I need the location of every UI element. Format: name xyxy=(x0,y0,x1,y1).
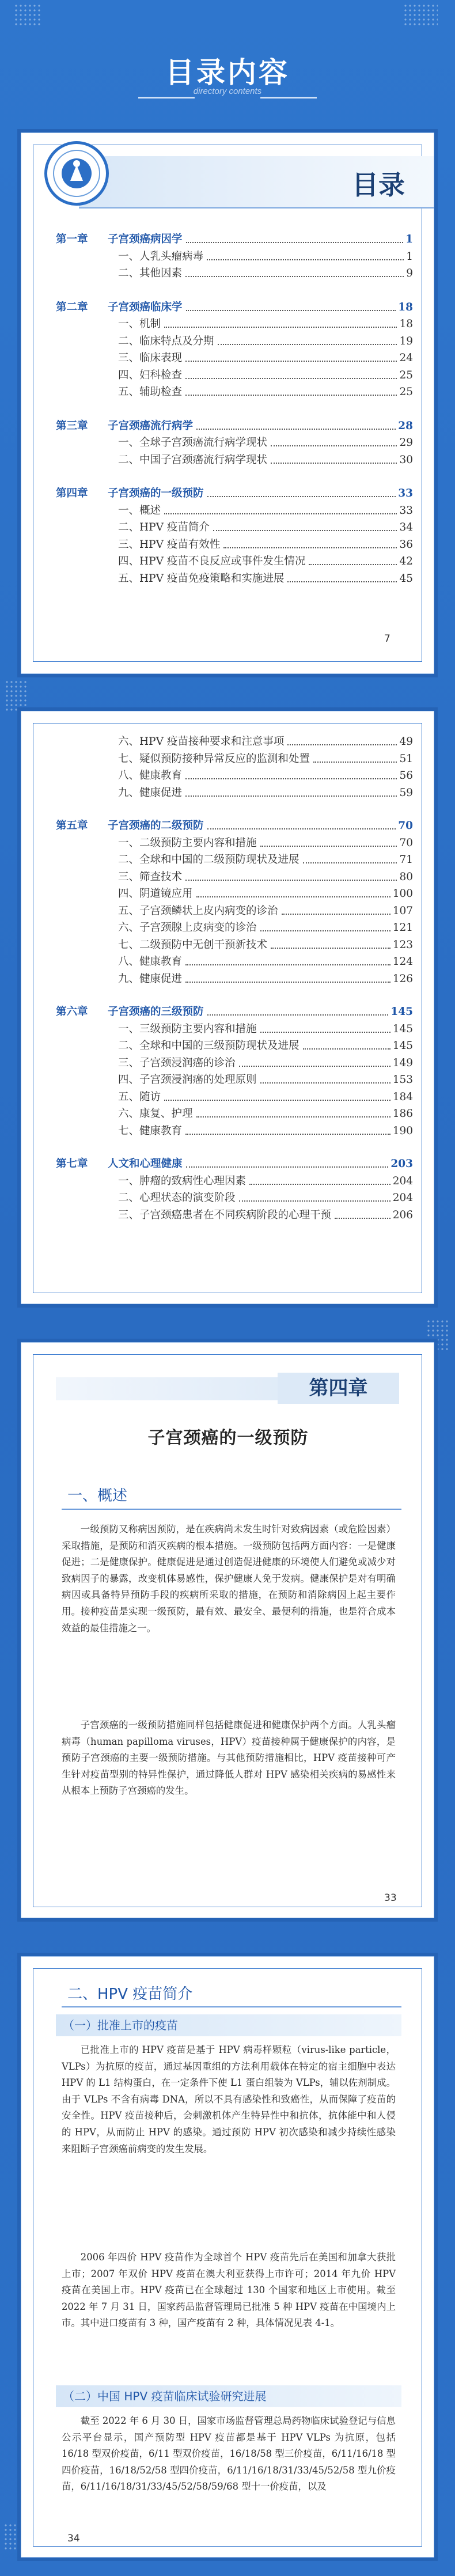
toc-chapter-row[interactable] xyxy=(56,300,413,315)
paragraph: 截至 2022 年 6 月 30 日，国家市场监督管理总局药物临床试验登记与信息公示平台显示，国产预防型 HPV 疫苗都是基于 HPV VLPs 为抗原，包括 16/18 型双价疫苗，6/11 型双价疫苗，16/18/58 型三价疫苗，6/11/16/18 型四价疫苗，16/18/52/58 型四价疫苗，6/11/16/18/31/33/45/52/58 型九价疫苗，6/11/16/18/31/33/45/52/58/59/68 型十一价疫苗，以及 xyxy=(62,2415,396,2492)
toc-page-number: 186 xyxy=(392,1108,413,1120)
toc-entry-title: 一、机制 xyxy=(118,318,161,330)
toc-entry-title: 四、妇科检查 xyxy=(118,369,183,381)
toc-leader-dots xyxy=(186,1166,388,1168)
toc-leader-dots xyxy=(303,862,397,863)
toc-page-number: 29 xyxy=(399,437,413,449)
toc-header-line xyxy=(79,207,434,209)
toc-entry-title: 三、临床表现 xyxy=(118,352,183,364)
toc-leader-dots xyxy=(271,948,390,949)
toc-page-number: 153 xyxy=(392,1074,413,1086)
toc-entry-row[interactable] xyxy=(118,266,413,281)
toc-page-number: 18 xyxy=(399,318,413,330)
toc-leader-dots xyxy=(185,276,404,277)
toc-page-number: 123 xyxy=(392,938,413,951)
toc-chapter-row[interactable] xyxy=(56,819,413,834)
toc-chapter-row[interactable] xyxy=(56,1005,413,1020)
toc-title: 目录 xyxy=(352,169,405,200)
toc-page-number: 24 xyxy=(399,352,413,364)
toc-page-number: 25 xyxy=(399,386,413,398)
subsection-heading: （一）批准上市的疫苗 xyxy=(56,2014,401,2036)
toc-chapter-number: 第七章 xyxy=(56,1158,88,1170)
toc-leader-dots xyxy=(185,982,390,983)
toc-chapter-title: 子宫颈癌病因学 xyxy=(108,233,183,245)
toc-page-number: 145 xyxy=(390,1006,413,1018)
toc-entry-title: 三、子宫颈浸润癌的诊治 xyxy=(118,1056,236,1069)
toc-page-number: 45 xyxy=(399,572,413,585)
toc-leader-dots xyxy=(196,1116,390,1117)
toc-entry-title: 四、HPV 疫苗不良反应或事件发生情况 xyxy=(118,555,306,567)
toc-leader-dots xyxy=(271,463,397,464)
toc-entry-row[interactable] xyxy=(118,334,413,349)
header-divider-left xyxy=(138,97,195,99)
toc-entry-title: 五、子宫颈鳞状上皮内病变的诊治 xyxy=(118,904,278,917)
toc-page-number: 51 xyxy=(399,752,413,765)
toc-entry-title: 七、健康教育 xyxy=(118,1124,183,1137)
toc-leader-dots xyxy=(313,762,397,763)
paragraph: 子宫颈癌的一级预防措施同样包括健康促进和健康保护两个方面。人乳头瘤病毒（human papilloma viruses，HPV）疫苗接种属于健康保护的内容，是预防子宫颈癌的主要一级预防措施。与其他预防措施相比，HPV 疫苗接种可产生针对疫苗型别的特异性保护，通过降低人群对 HPV 感染相关疾病的易感性来从根本上预防子宫颈癌的发生。 xyxy=(62,1719,396,1797)
toc-entry-row[interactable] xyxy=(118,368,413,383)
header-divider-right xyxy=(260,97,317,99)
toc-entry-title: 四、子宫颈浸润癌的处理原则 xyxy=(118,1074,257,1086)
toc-entry-title: 一、概述 xyxy=(118,504,161,517)
dot-pattern xyxy=(403,3,438,26)
toc-entry-row[interactable] xyxy=(118,1056,413,1071)
toc-page-number: 33 xyxy=(398,487,413,499)
header-title: 目录内容 xyxy=(165,56,290,89)
section-card xyxy=(21,1956,434,2558)
toc-entry-row[interactable] xyxy=(118,249,413,264)
toc-entry-title: 九、健康促进 xyxy=(118,786,183,799)
toc-entry-title: 六、康复、护理 xyxy=(118,1108,193,1120)
toc-entry-row[interactable] xyxy=(118,870,413,885)
toc-entry-title: 五、随访 xyxy=(118,1090,161,1103)
toc-page-number: 70 xyxy=(398,820,413,832)
toc-chapter-number: 第四章 xyxy=(56,487,88,499)
section-title: 二、HPV 疫苗简介 xyxy=(67,1986,193,2003)
toc-leader-dots xyxy=(207,496,396,497)
toc-leader-dots xyxy=(218,344,397,345)
emblem-icon xyxy=(44,141,109,206)
toc-entry-row[interactable] xyxy=(118,1208,413,1223)
toc-chapter-title: 子宫颈癌的三级预防 xyxy=(108,1006,204,1018)
toc-leader-dots xyxy=(303,1048,390,1050)
toc-page-number: 56 xyxy=(399,770,413,782)
toc-entry-title: 三、筛查技术 xyxy=(118,870,183,883)
toc-entry-row[interactable] xyxy=(118,904,413,919)
toc-entry-title: 二、全球和中国的三级预防现状及进展 xyxy=(118,1040,299,1052)
toc-chapter-title: 子宫颈癌的一级预防 xyxy=(108,487,204,499)
toc-page-number: 126 xyxy=(392,972,413,985)
toc-leader-dots xyxy=(335,1218,390,1219)
toc-entry-row[interactable] xyxy=(118,734,413,749)
toc-page-number: 190 xyxy=(392,1124,413,1137)
toc-entry-row[interactable] xyxy=(118,1174,413,1189)
toc-entry-row[interactable] xyxy=(118,1073,413,1088)
toc-entry-row[interactable] xyxy=(118,351,413,366)
toc-entry-row[interactable] xyxy=(118,786,413,801)
chapter-badge: 第四章 xyxy=(278,1373,399,1404)
toc-page-number: 42 xyxy=(399,555,413,567)
toc-entry-title: 八、健康教育 xyxy=(118,770,183,782)
toc-page-number: 28 xyxy=(398,419,413,432)
toc-entry-row[interactable] xyxy=(118,938,413,953)
toc-entry-row[interactable] xyxy=(118,385,413,400)
toc-chapter-row[interactable] xyxy=(56,1157,413,1172)
page-number: 7 xyxy=(384,633,390,645)
toc-entry-title: 二、全球和中国的二级预防现状及进展 xyxy=(118,854,299,866)
toc-leader-dots xyxy=(185,395,397,396)
toc-chapter-title: 人文和心理健康 xyxy=(108,1158,183,1170)
toc-page-number: 145 xyxy=(392,1040,413,1052)
toc-leader-dots xyxy=(185,880,397,881)
toc-entry-row[interactable] xyxy=(118,453,413,468)
toc-entry-title: 二、心理状态的演变阶段 xyxy=(118,1192,236,1204)
toc-page-number: 36 xyxy=(399,538,413,551)
toc-leader-dots xyxy=(164,1100,390,1101)
toc-chapter-row[interactable] xyxy=(56,419,413,434)
toc-entry-title: 七、疑似预防接种异常反应的监测和处置 xyxy=(118,752,310,765)
section-title: 一、概述 xyxy=(67,1487,128,1505)
toc-leader-dots xyxy=(196,429,396,430)
toc-entry-row[interactable] xyxy=(118,836,413,851)
toc-chapter-number: 第三章 xyxy=(56,419,88,432)
toc-page-number: 1 xyxy=(406,250,413,263)
toc-entry-row[interactable] xyxy=(118,1022,413,1037)
toc-entry-row[interactable] xyxy=(118,554,413,569)
toc-entry-title: 一、三级预防主要内容和措施 xyxy=(118,1022,257,1035)
toc-chapter-number: 第二章 xyxy=(56,301,88,313)
toc-leader-dots xyxy=(196,896,390,897)
toc-entry-row[interactable] xyxy=(118,571,413,586)
toc-page-number: 18 xyxy=(398,301,413,313)
toc-leader-dots xyxy=(271,445,397,446)
toc-entry-title: 三、HPV 疫苗有效性 xyxy=(118,538,221,551)
toc-page-number: 71 xyxy=(399,854,413,866)
toc-entry-title: 六、子宫颈腺上皮病变的诊治 xyxy=(118,922,257,934)
toc-entry-row[interactable] xyxy=(118,887,413,901)
toc-entry-row[interactable] xyxy=(118,1090,413,1105)
toc-page-number: 206 xyxy=(392,1209,413,1221)
toc-leader-dots xyxy=(260,1082,390,1084)
toc-page-number: 59 xyxy=(399,786,413,799)
toc-entry-title: 二、中国子宫颈癌流行病学现状 xyxy=(118,453,268,466)
toc-entry-row[interactable] xyxy=(118,920,413,935)
toc-entry-row[interactable] xyxy=(118,752,413,767)
toc-leader-dots xyxy=(185,778,397,779)
toc-entry-title: 一、肿瘤的致病性心理因素 xyxy=(118,1175,247,1187)
toc-entry-title: 五、HPV 疫苗免疫策略和实施进展 xyxy=(118,572,285,585)
toc-leader-dots xyxy=(185,964,390,965)
toc-entry-title: 六、HPV 疫苗接种要求和注意事项 xyxy=(118,736,285,748)
toc-entry-row[interactable] xyxy=(118,1107,413,1122)
toc-leader-dots xyxy=(260,930,390,931)
toc-entry-title: 七、二级预防中无创干预新技术 xyxy=(118,938,268,951)
toc-page-number: 30 xyxy=(399,453,413,466)
toc-leader-dots xyxy=(223,547,397,548)
toc-leader-dots xyxy=(260,846,397,847)
toc-chapter-number: 第五章 xyxy=(56,820,88,832)
toc-entry-row[interactable] xyxy=(118,520,413,535)
toc-entry-row[interactable] xyxy=(118,1039,413,1054)
toc-page-number: 107 xyxy=(392,904,413,917)
toc-page-number: 204 xyxy=(392,1175,413,1187)
toc-page-number: 204 xyxy=(392,1192,413,1204)
toc-entry-row[interactable] xyxy=(118,537,413,552)
toc-leader-dots xyxy=(213,530,397,531)
toc-page-number: 80 xyxy=(399,870,413,883)
toc-entry-row[interactable] xyxy=(118,503,413,518)
section-underline xyxy=(62,2006,401,2007)
toc-page-number: 149 xyxy=(392,1056,413,1069)
toc-chapter-number: 第六章 xyxy=(56,1006,88,1018)
toc-card-continued xyxy=(21,711,434,1304)
toc-leader-dots xyxy=(185,1134,390,1135)
toc-leader-dots xyxy=(185,378,397,379)
dot-pattern xyxy=(5,680,28,712)
toc-entry-title: 一、人乳头瘤病毒 xyxy=(118,250,204,263)
toc-page-number: 9 xyxy=(406,267,413,279)
toc-leader-dots xyxy=(186,310,396,311)
toc-entry-row[interactable] xyxy=(118,972,413,987)
toc-page-number: 100 xyxy=(392,888,413,900)
toc-entry-title: 五、辅助检查 xyxy=(118,386,183,398)
toc-page-number: 33 xyxy=(399,504,413,517)
toc-leader-dots xyxy=(260,1032,390,1033)
toc-leader-dots xyxy=(287,744,397,745)
toc-page-number: 19 xyxy=(399,335,413,347)
header-subtitle: directory contents xyxy=(193,86,262,96)
toc-leader-dots xyxy=(207,828,396,829)
toc-page-number: 70 xyxy=(399,836,413,849)
toc-chapter-number: 第一章 xyxy=(56,233,88,245)
toc-entry-row[interactable] xyxy=(118,954,413,969)
toc-leader-dots xyxy=(239,1066,390,1067)
toc-entry-title: 三、子宫颈癌患者在不同疾病阶段的心理干预 xyxy=(118,1209,332,1221)
toc-page-number: 124 xyxy=(392,956,413,968)
toc-entry-row[interactable] xyxy=(118,1191,413,1206)
toc-leader-dots xyxy=(185,795,397,797)
section-underline xyxy=(62,1509,401,1510)
toc-page-number: 49 xyxy=(399,736,413,748)
chapter-card xyxy=(21,1342,434,1918)
toc-entry-title: 二、其他因素 xyxy=(118,267,183,279)
toc-leader-dots xyxy=(164,513,397,514)
toc-leader-dots xyxy=(164,327,397,328)
chapter-title: 子宫颈癌的一级预防 xyxy=(147,1428,309,1448)
toc-header-band xyxy=(79,156,434,208)
toc-page-number: 145 xyxy=(392,1022,413,1035)
toc-chapter-row[interactable] xyxy=(56,486,413,501)
toc-page-number: 34 xyxy=(399,521,413,533)
toc-chapter-title: 子宫颈癌的二级预防 xyxy=(108,820,204,832)
toc-leader-dots xyxy=(207,1014,388,1016)
toc-page-number: 121 xyxy=(392,922,413,934)
toc-chapter-title: 子宫颈癌临床学 xyxy=(108,301,183,313)
dot-pattern xyxy=(14,3,41,26)
toc-entry-row[interactable] xyxy=(118,853,413,867)
toc-page-number: 1 xyxy=(405,233,413,245)
toc-leader-dots xyxy=(239,1200,390,1202)
toc-leader-dots xyxy=(249,1184,390,1185)
toc-leader-dots xyxy=(185,361,397,362)
subsection-heading: （二）中国 HPV 疫苗临床试验研究进展 xyxy=(56,2385,401,2407)
toc-entry-title: 二、HPV 疫苗简介 xyxy=(118,521,210,533)
toc-leader-dots xyxy=(309,564,397,565)
toc-entry-title: 四、阴道镜应用 xyxy=(118,888,193,900)
toc-leader-dots xyxy=(207,259,404,260)
paragraph: 已批准上市的 HPV 疫苗是基于 HPV 病毒样颗粒（virus-like particle，VLPs）为抗原的疫苗，通过基因重组的方法利用载体在特定的宿主细胞中表达 HPV 的 L1 结构蛋白，在一定条件下使 L1 蛋白组装为 VLPs，辅以佐剂制成。由于 VLPs 不含有病毒 DNA，所以不具有感染性和致癌性，从而保障了疫苗的安全性。HPV 疫苗接种后，会刺激机体产生特异性中和抗体，抗体能中和人侵的 HPV，从而防止 HPV 的感染。通过预防 HPV 初次感染和减少持续性感染来阻断子宫颈癌前病变的发生发展。 xyxy=(62,2044,396,2154)
toc-page-number: 184 xyxy=(392,1090,413,1103)
toc-entry-title: 一、二级预防主要内容和措施 xyxy=(118,836,257,849)
toc-entry-title: 八、健康教育 xyxy=(118,956,183,968)
toc-leader-dots xyxy=(287,581,397,582)
toc-leader-dots xyxy=(282,914,390,915)
toc-page-number: 203 xyxy=(390,1158,413,1170)
toc-entry-row[interactable] xyxy=(118,317,413,332)
toc-entry-row[interactable] xyxy=(118,435,413,450)
toc-entry-title: 九、健康促进 xyxy=(118,972,183,985)
toc-page-number: 25 xyxy=(399,369,413,381)
toc-leader-dots xyxy=(186,242,403,243)
page-number: 34 xyxy=(67,2533,80,2544)
toc-chapter-title: 子宫颈癌流行病学 xyxy=(108,419,194,432)
toc-chapter-row[interactable] xyxy=(56,232,413,247)
page-number: 33 xyxy=(384,1892,397,1904)
toc-entry-row[interactable] xyxy=(118,768,413,783)
toc-entry-title: 二、临床特点及分期 xyxy=(118,335,214,347)
toc-card xyxy=(21,132,434,674)
paragraph: 一级预防又称病因预防，是在疾病尚未发生时针对致病因素（或危险因素）采取措施，是预防和消灭疾病的根本措施。一级预防包括两方面内容：一是健康促进；二是健康保护。健康促进是通过创造促进健康的环境使人们避免或减少对致病因子的暴露，改变机体易感性，保护健康人免于发病。健康保护是对有明确病因或具备特异预防手段的疾病所采取的措施，在预防和消除病因上起主要作用。接种疫苗是实现一级预防，最有效、最安全、最便利的措施，也是符合成本效益的最佳措施之一。 xyxy=(62,1524,396,1634)
toc-entry-title: 一、全球子宫颈癌流行病学现状 xyxy=(118,437,268,449)
paragraph: 2006 年四价 HPV 疫苗作为全球首个 HPV 疫苗先后在美国和加拿大获批上市；2007 年双价 HPV 疫苗在澳大利亚获得上市许可；2014 年九价 HPV 疫苗在美国上市。HPV 疫苗已在全球超过 130 个国家和地区上市使用。截至 2022 年 7 月 31 日，国家药品监督管理局已批准 5 种 HPV 疫苗在中国境内上市。其中进口疫苗有 3 种，国产疫苗有 2 种，具体情况见表 4-1。 xyxy=(62,2252,396,2329)
toc-entry-row[interactable] xyxy=(118,1124,413,1139)
